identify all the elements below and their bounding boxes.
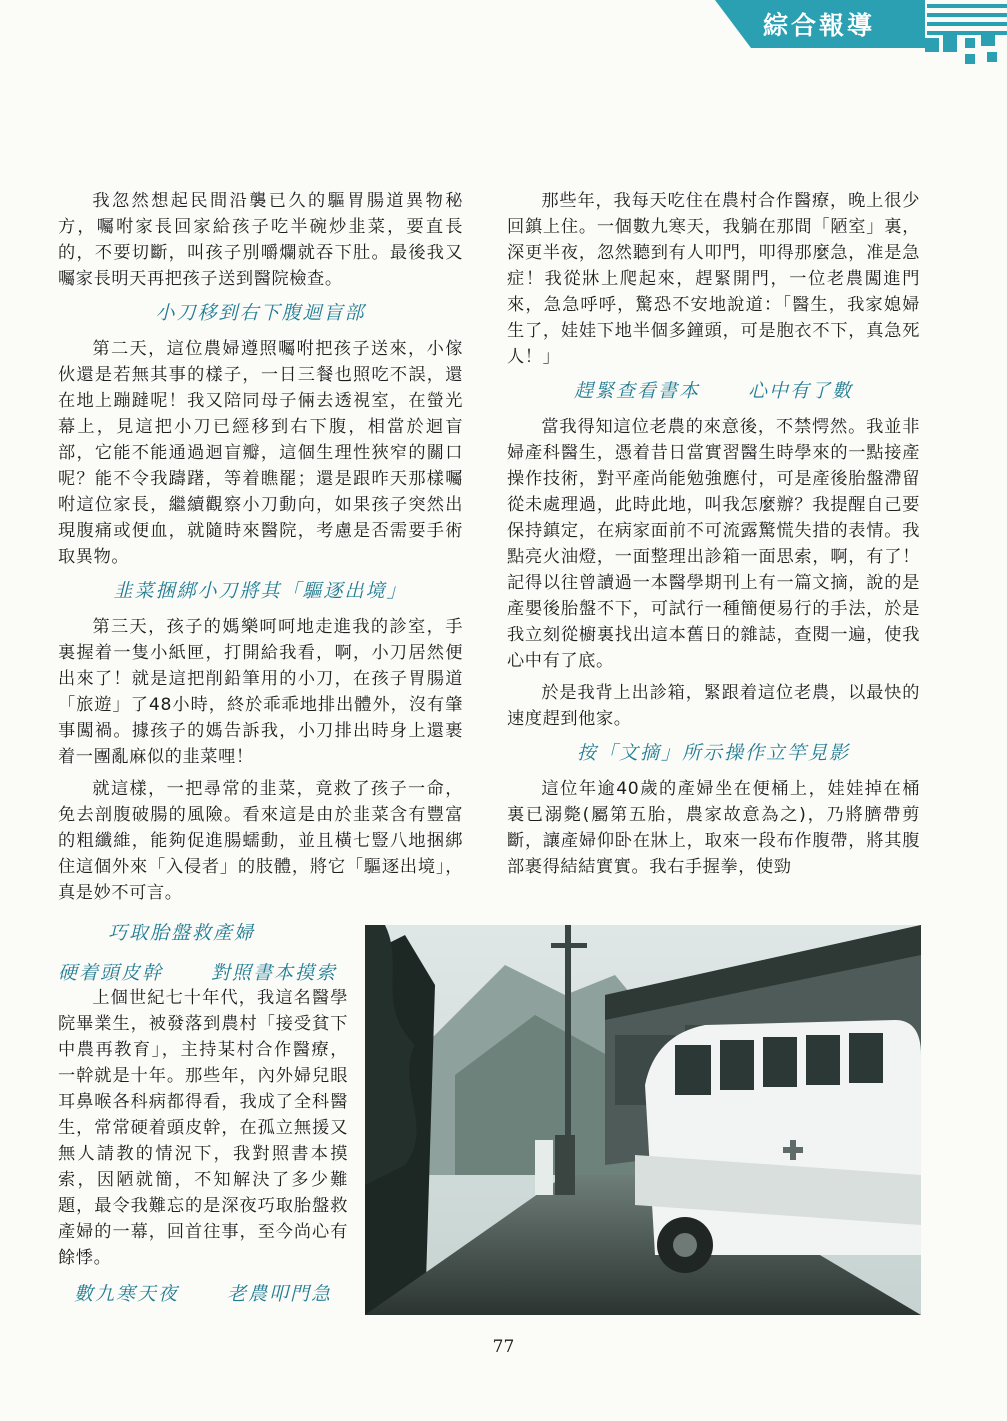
subheading-part: 對照書本摸索 [211,962,338,984]
subheading: 韭菜捆綁小刀將其「驅逐出境」 [113,580,408,602]
subheading: 巧取胎盤救產婦 [108,922,256,944]
left-column [58,188,463,996]
village-street-ambulance-photo-icon [365,925,921,1315]
section-title: 綜合報導 [763,11,876,40]
subheading-part: 硬着頭皮幹 [58,962,164,984]
paragraph: 就這樣，一把尋常的韭菜，竟救了孩子一命，免去剖腹破腸的風險。看來這是由於韭菜含有豐富的粗纖維，能夠促進腸蠕動，並且橫七豎八地捆綁住這個外來「入侵者」的肢體，將它「驅逐出境」，真是妙不可言。 [58,779,463,903]
subheading [507,378,920,404]
decorative-squares [925,32,1007,72]
subheading-part: 趕緊查看書本 [573,380,700,402]
paragraph: 我忽然想起民間沿襲已久的驅胃腸道異物秘方，囑咐家長回家給孩子吃半碗炒韭菜，要直長的，不要切斷，叫孩子別嚼爛就吞下肚。最後我又囑家長明天再把孩子送到醫院檢查。 [58,191,463,289]
subheading-part: 老農叩門急 [227,1283,333,1305]
paragraph: 上個世紀七十年代，我這名醫學院畢業生，被發落到農村「接受貧下中農再教育」，主持某村合作醫療，一幹就是十年。那些年，內外婦兒眼耳鼻喉各科病都得看，我成了全科醫生，常常硬着頭皮幹，在孤立無援又無人請教的情況下，我對照書本摸索，因陋就簡，不知解決了多少難題，最令我難忘的是深夜巧取胎盤救產婦的一幕，回首往事，至今尚心有餘悸。 [58,988,348,1268]
right-column [507,188,920,886]
paragraph: 那些年，我每天吃住在農村合作醫療，晚上很少回鎮上住。一個數九寒天，我躺在那間「陋室」裏，深更半夜，忽然聽到有人叩門，叩得那麼急，准是急症！我從牀上爬起來，趕緊開門，一位老農闖進門來，急急呼呼，驚恐不安地說道：「醫生，我家媳婦生了，娃娃下地半個多鐘頭，可是胞衣不下，真急死人！」 [507,191,920,367]
paragraph: 第二天，這位農婦遵照囑咐把孩子送來，小傢伙還是若無其事的樣子，一日三餐也照吃不誤，還在地上蹦躂呢！我又陪同母子倆去透視室，在螢光幕上，見這把小刀已經移到右下腹，相當於迴盲部，它能不能通過迴盲瓣，這個生理性狹窄的關口呢？能不令我躊躇，等着瞧罷；還是跟昨天那樣囑咐這位家長，繼續觀察小刀動向，如果孩子突然出現腹痛或便血，就隨時來醫院，考慮是否需要手術取異物。 [58,339,463,567]
paragraph: 第三天，孩子的媽樂呵呵地走進我的診室，手裏握着一隻小紙匣，打開給我看，啊，小刀居然便出來了！就是這把削鉛筆用的小刀，在孩子胃腸道「旅遊」了48小時，終於乖乖地排出體外，沒有肇事闖禍。據孩子的媽告訴我，小刀排出時身上還裹着一團亂麻似的韭菜哩！ [58,617,463,767]
subheading [58,1281,348,1307]
subheading: 按「文摘」所示操作立竿見影 [576,742,850,764]
paragraph: 於是我背上出診箱，緊跟着這位老農，以最快的速度趕到他家。 [507,683,920,729]
subheading-part: 數九寒天夜 [74,1283,180,1305]
subheading: 小刀移到右下腹迴盲部 [155,302,366,324]
left-narrow-column [58,985,348,1317]
paragraph: 這位年逾40歲的產婦坐在便桶上，娃娃掉在桶裏已溺斃(屬第五胎，農家故意為之)，乃將臍帶剪斷，讓產婦仰卧在牀上，取來一段布作腹帶，將其腹部裹得結結實實。我右手握拳，使勁 [507,779,920,877]
subheading-part: 心中有了數 [748,380,854,402]
village-street-photo [365,925,921,1315]
page-number: 77 [492,1337,515,1357]
paragraph: 當我得知這位老農的來意後，不禁愕然。我並非婦產科醫生，憑着昔日當實習醫生時學來的一點接產操作技術，對平產尚能勉強應付，可是產後胎盤滯留從未處理過，此時此地，叫我怎麼辦？我提醒自己要保持鎮定，在病家面前不可流露驚慌失措的表情。我點亮火油燈，一面整理出診箱一面思索，啊，有了！記得以往曾讀過一本醫學期刊上有一篇文摘，說的是產嬰後胎盤不下，可試行一種簡便易行的手法，於是我立刻從櫥裏找出這本舊日的雜誌，查閱一遍，使我心中有了底。 [507,417,920,671]
